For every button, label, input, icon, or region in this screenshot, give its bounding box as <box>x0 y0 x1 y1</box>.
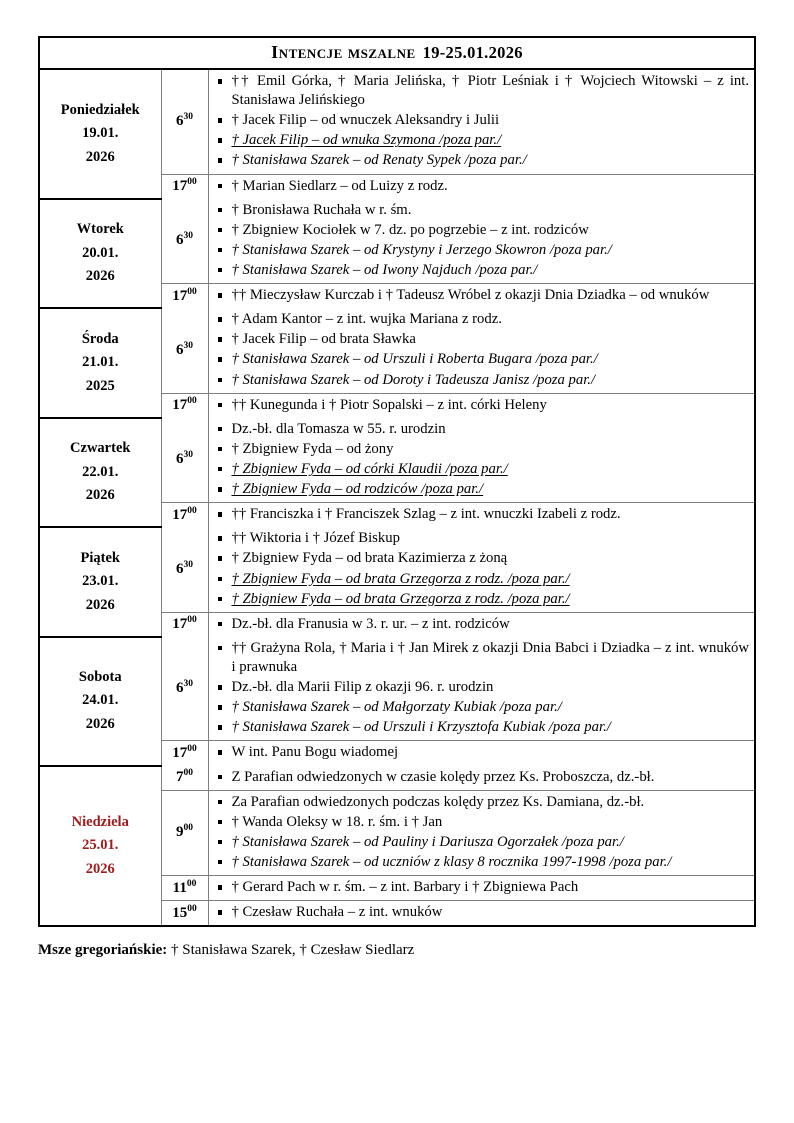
mass-time-cell <box>161 284 208 309</box>
table-row <box>39 69 755 174</box>
table-row <box>39 637 755 741</box>
intentions-list <box>214 639 750 738</box>
intention-text: Dz.-bł. dla Marii Filip z okazji 96. r. urodzin <box>231 679 494 696</box>
intention-item <box>214 177 750 196</box>
intention-text: † Bronisława Ruchała w r. śm. <box>231 201 412 218</box>
intention-item <box>214 529 750 548</box>
intention-text: † Stanisława Szarek – od Małgorzaty Kubiak /poza par./ <box>231 699 562 716</box>
table-row <box>39 766 755 791</box>
day-name: Środa <box>81 330 119 347</box>
intention-text: † Adam Kantor – z int. wujka Mariana z rodz. <box>231 311 502 328</box>
intention-text: † Gerard Pach w r. śm. – z int. Barbary i † Zbigniewa Pach <box>231 879 579 896</box>
intentions-list <box>214 529 750 608</box>
gregorian-masses-names: † Stanisława Szarek, † Czesław Siedlarz <box>167 942 415 959</box>
mass-time-cell <box>161 637 208 741</box>
mass-minutes: 00 <box>183 768 193 779</box>
intention-item <box>214 878 750 897</box>
mass-minutes: 00 <box>187 286 197 297</box>
title-row <box>39 37 755 69</box>
mass-minutes: 30 <box>183 231 193 242</box>
intentions-list <box>214 420 750 499</box>
mass-time-cell <box>161 308 208 393</box>
day-cell <box>39 766 161 927</box>
intention-item <box>214 261 750 280</box>
mass-minutes: 00 <box>187 903 197 914</box>
intention-text: Z Parafian odwiedzonych w czasie kolędy przez Ks. Proboszcza, dz.-bł. <box>231 768 655 785</box>
intentions-cell <box>208 766 755 791</box>
intention-item <box>214 420 750 439</box>
mass-hour: 6 <box>176 561 184 578</box>
intention-text: W int. Panu Bogu wiadomej <box>231 744 399 761</box>
intention-item <box>214 813 750 832</box>
mass-intentions-page <box>38 36 756 961</box>
intention-item <box>214 853 750 872</box>
intentions-cell <box>208 637 755 741</box>
intention-text: †† Wiktoria i † Józef Biskup <box>231 530 400 547</box>
mass-hour: 17 <box>172 616 188 633</box>
mass-intentions-table <box>38 36 756 927</box>
table-row <box>39 418 755 503</box>
day-name: Niedziela <box>71 813 129 830</box>
mass-time-cell <box>161 199 208 284</box>
intention-item <box>214 903 750 922</box>
mass-hour: 11 <box>172 879 187 896</box>
gregorian-masses-label: Msze gregoriańskie: <box>38 942 168 959</box>
intention-text: †† Grażyna Rola, † Maria i † Jan Mirek z okazji Dnia Babci i Dziadka – z int. wnuków i prawnuka <box>231 639 749 675</box>
mass-time-cell <box>161 790 208 875</box>
day-year: 2026 <box>85 148 115 165</box>
day-year: 2026 <box>85 268 115 285</box>
intentions-cell <box>208 393 755 418</box>
intentions-list <box>214 793 750 872</box>
mass-hour: 6 <box>176 451 184 468</box>
intention-text: † Jacek Filip – od wnuka Szymona /poza par./ <box>231 132 502 149</box>
mass-hour: 17 <box>172 287 188 304</box>
intention-text: † Stanisława Szarek – od Urszuli i Krzysztofa Kubiak /poza par./ <box>231 719 611 736</box>
mass-minutes: 30 <box>183 679 193 690</box>
intention-text: † Zbigniew Fyda – od brata Grzegorza z rodz. /poza par./ <box>231 590 570 607</box>
mass-time-cell <box>161 503 208 528</box>
table-body <box>39 37 755 926</box>
mass-time-cell <box>161 69 208 174</box>
intention-item <box>214 286 750 305</box>
title-date-range: 19-25.01.2026 <box>422 43 523 62</box>
intention-item <box>214 505 750 524</box>
mass-minutes: 30 <box>183 560 193 571</box>
day-date: 19.01. <box>82 125 119 142</box>
intentions-list <box>214 615 750 634</box>
day-name: Piątek <box>80 549 120 566</box>
mass-hour: 7 <box>176 769 184 786</box>
mass-minutes: 00 <box>187 743 197 754</box>
intention-text: † Marian Siedlarz – od Luizy z rodz. <box>231 177 448 194</box>
intention-text: † Stanisława Szarek – od Renaty Sypek /poza par./ <box>231 152 527 169</box>
mass-time-cell <box>161 174 208 199</box>
mass-time-cell <box>161 901 208 927</box>
intention-item <box>214 639 750 677</box>
day-year: 2026 <box>85 596 115 613</box>
mass-hour: 17 <box>172 178 188 195</box>
mass-minutes: 00 <box>187 396 197 407</box>
intentions-list <box>214 72 750 171</box>
table-row <box>39 527 755 612</box>
intention-text: † Stanisława Szarek – od Iwony Najduch /poza par./ <box>231 261 538 278</box>
mass-hour: 17 <box>172 506 188 523</box>
intentions-cell <box>208 284 755 309</box>
intentions-cell <box>208 741 755 766</box>
table-row <box>39 308 755 393</box>
intention-text: † Stanisława Szarek – od Doroty i Tadeusza Janisz /poza par./ <box>231 371 596 388</box>
intention-item <box>214 833 750 852</box>
day-cell <box>39 527 161 637</box>
intention-item <box>214 72 750 110</box>
intention-text: † Jacek Filip – od wnuczek Aleksandry i Julii <box>231 112 500 129</box>
day-name: Czwartek <box>70 440 131 457</box>
intention-item <box>214 718 750 737</box>
mass-hour: 6 <box>176 680 184 697</box>
intention-item <box>214 396 750 415</box>
intention-text: † Zbigniew Fyda – od córki Klaudii /poza par./ <box>231 460 508 477</box>
intentions-cell <box>208 174 755 199</box>
intention-text: † Zbigniew Fyda – od brata Grzegorza z rodz. /poza par./ <box>231 570 570 587</box>
intention-item <box>214 310 750 329</box>
mass-time-cell <box>161 527 208 612</box>
intentions-list <box>214 310 750 389</box>
intentions-cell <box>208 612 755 637</box>
intentions-list <box>214 201 750 280</box>
day-date: 22.01. <box>82 463 119 480</box>
intentions-list <box>214 177 750 196</box>
mass-minutes: 30 <box>183 112 193 123</box>
intention-item <box>214 111 750 130</box>
mass-hour: 6 <box>176 113 184 130</box>
intentions-cell <box>208 527 755 612</box>
day-date: 20.01. <box>82 244 119 261</box>
intentions-cell <box>208 503 755 528</box>
day-cell <box>39 637 161 766</box>
intention-item <box>214 549 750 568</box>
intention-text: † Czesław Ruchała – z int. wnuków <box>231 904 443 921</box>
intention-text: † Stanisława Szarek – od Urszuli i Roberta Bugara /poza par./ <box>231 351 598 368</box>
intention-item <box>214 330 750 349</box>
intentions-cell <box>208 790 755 875</box>
mass-minutes: 00 <box>187 177 197 188</box>
intentions-cell <box>208 876 755 901</box>
intention-item <box>214 221 750 240</box>
intentions-list <box>214 768 750 787</box>
intentions-cell <box>208 418 755 503</box>
day-name: Wtorek <box>76 221 124 238</box>
table-row <box>39 199 755 284</box>
intention-item <box>214 131 750 150</box>
mass-hour: 15 <box>172 904 188 921</box>
mass-time-cell <box>161 612 208 637</box>
intention-text: †† Emil Górka, † Maria Jelińska, † Piotr Leśniak i † Wojciech Witowski – z int. Stanisława Jelińskiego <box>231 73 749 109</box>
intentions-list <box>214 286 750 305</box>
intention-item <box>214 590 750 609</box>
intention-item <box>214 698 750 717</box>
intention-text: †† Franciszka i † Franciszek Szlag – z int. wnuczki Izabeli z rodz. <box>231 506 621 523</box>
mass-time-cell <box>161 766 208 791</box>
intention-item <box>214 350 750 369</box>
intention-item <box>214 793 750 812</box>
day-date: 24.01. <box>82 692 119 709</box>
intention-text: †† Kunegunda i † Piotr Sopalski – z int. córki Heleny <box>231 396 547 413</box>
day-date: 23.01. <box>82 573 119 590</box>
intention-text: † Stanisława Szarek – od Pauliny i Dariusza Ogorzałek /poza par./ <box>231 833 624 850</box>
mass-time-cell <box>161 418 208 503</box>
intentions-list <box>214 396 750 415</box>
day-year: 2026 <box>85 487 115 504</box>
intention-item <box>214 615 750 634</box>
intention-item <box>214 570 750 589</box>
mass-minutes: 30 <box>183 450 193 461</box>
intention-item <box>214 151 750 170</box>
intention-item <box>214 371 750 390</box>
mass-time-cell <box>161 741 208 766</box>
intention-item <box>214 440 750 459</box>
mass-hour: 6 <box>176 341 184 358</box>
day-date: 25.01. <box>82 837 119 854</box>
intention-text: † Stanisława Szarek – od uczniów z klasy 8 rocznika 1997-1998 /poza par./ <box>231 853 672 870</box>
day-name: Poniedziałek <box>60 101 140 118</box>
intentions-cell <box>208 901 755 927</box>
intention-item <box>214 460 750 479</box>
mass-minutes: 00 <box>187 505 197 516</box>
intentions-cell <box>208 69 755 174</box>
intention-item <box>214 678 750 697</box>
intention-text: † Stanisława Szarek – od Krystyny i Jerzego Skowron /poza par./ <box>231 241 612 258</box>
intention-text: † Zbigniew Fyda – od żony <box>231 440 394 457</box>
intention-text: † Zbigniew Kociołek w 7. dz. po pogrzebie – z int. rodziców <box>231 221 589 238</box>
day-cell <box>39 69 161 199</box>
mass-minutes: 00 <box>187 615 197 626</box>
day-name: Sobota <box>78 668 122 685</box>
intention-text: Za Parafian odwiedzonych podczas kolędy przez Ks. Damiana, dz.-bł. <box>231 793 645 810</box>
mass-hour: 17 <box>172 397 188 414</box>
gregorian-masses-footer <box>38 941 756 961</box>
intention-item <box>214 201 750 220</box>
intention-text: † Zbigniew Fyda – od rodziców /poza par./ <box>231 481 484 498</box>
intentions-cell <box>208 199 755 284</box>
intention-item <box>214 768 750 787</box>
intention-text: † Zbigniew Fyda – od brata Kazimierza z żoną <box>231 550 508 567</box>
mass-minutes: 00 <box>186 878 197 889</box>
day-date: 21.01. <box>82 354 119 371</box>
intention-text: † Wanda Oleksy w 18. r. śm. i † Jan <box>231 813 443 830</box>
mass-hour: 17 <box>172 744 188 761</box>
day-year: 2026 <box>85 715 115 732</box>
intention-text: Dz.-bł. dla Franusia w 3. r. ur. – z int. rodziców <box>231 615 510 632</box>
intentions-cell <box>208 308 755 393</box>
intention-item <box>214 480 750 499</box>
page-title <box>271 43 523 62</box>
intention-text: †† Mieczysław Kurczab i † Tadeusz Wróbel z okazji Dnia Dziadka – od wnuków <box>231 287 710 304</box>
intention-text: Dz.-bł. dla Tomasza w 55. r. urodzin <box>231 420 446 437</box>
mass-hour: 9 <box>176 824 184 841</box>
intentions-list <box>214 743 750 762</box>
day-cell <box>39 199 161 309</box>
intention-item <box>214 241 750 260</box>
intentions-list <box>214 505 750 524</box>
day-cell <box>39 308 161 418</box>
intentions-list <box>214 878 750 897</box>
title-heading: Intencje mszalne <box>271 42 416 62</box>
day-year: 2026 <box>85 860 115 877</box>
day-cell <box>39 418 161 528</box>
mass-time-cell <box>161 876 208 901</box>
mass-time-cell <box>161 393 208 418</box>
day-year: 2025 <box>85 377 115 394</box>
intention-text: † Jacek Filip – od brata Sławka <box>231 331 416 348</box>
table-title-cell <box>39 37 755 69</box>
intention-item <box>214 743 750 762</box>
mass-minutes: 00 <box>183 823 193 834</box>
mass-minutes: 30 <box>183 340 193 351</box>
intentions-list <box>214 903 750 922</box>
mass-hour: 6 <box>176 232 184 249</box>
